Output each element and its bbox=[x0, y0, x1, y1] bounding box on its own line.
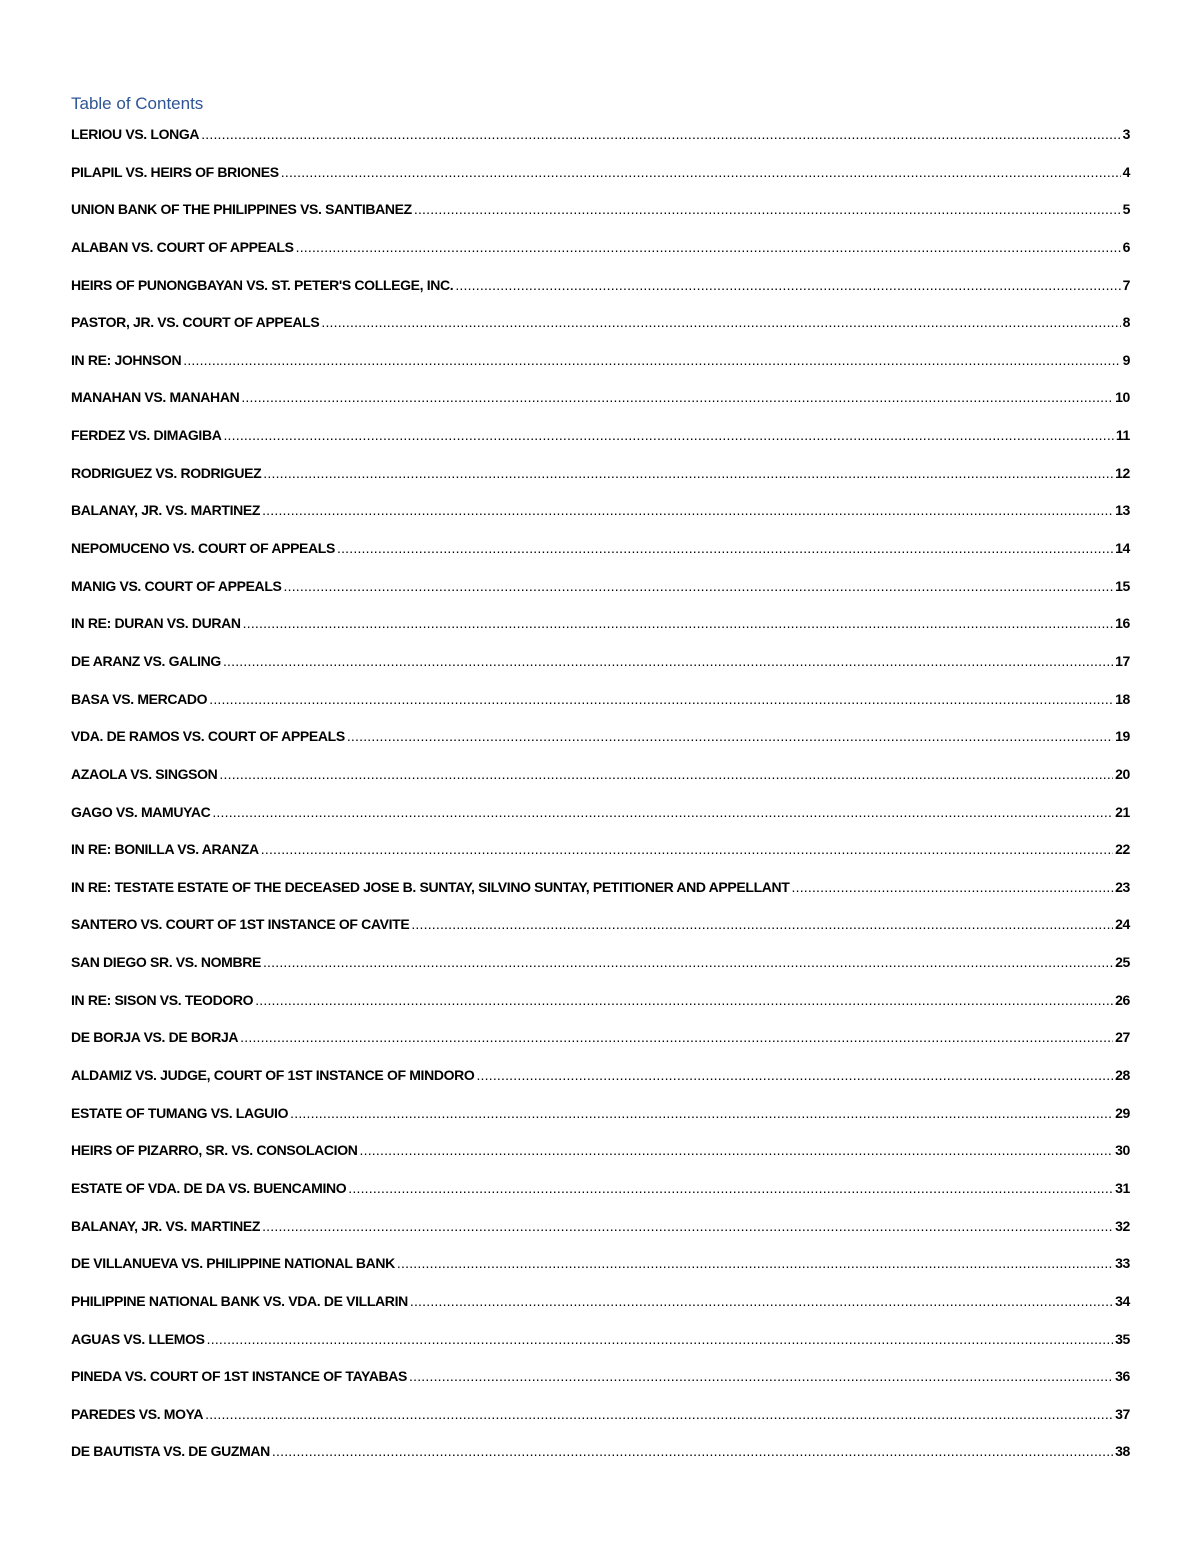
toc-dot-leader bbox=[261, 841, 1113, 857]
toc-dot-leader bbox=[792, 879, 1114, 895]
toc-entry-label: DE ARANZ VS. GALING bbox=[71, 652, 221, 669]
toc-entry-page-number: 18 bbox=[1115, 690, 1130, 707]
toc-entry-page-number: 4 bbox=[1122, 163, 1130, 180]
toc-entry-label: IN RE: DURAN VS. DURAN bbox=[71, 615, 241, 632]
toc-entry[interactable] bbox=[71, 201, 1130, 239]
toc-entry-label: FERDEZ VS. DIMAGIBA bbox=[71, 427, 222, 444]
toc-entry-page-number: 37 bbox=[1115, 1405, 1130, 1422]
toc-dot-leader bbox=[397, 1255, 1113, 1271]
toc-entry[interactable] bbox=[71, 916, 1130, 954]
toc-entry[interactable] bbox=[71, 691, 1130, 729]
toc-entry-page-number: 33 bbox=[1115, 1255, 1130, 1272]
toc-dot-leader bbox=[272, 1443, 1113, 1459]
toc-dot-leader bbox=[360, 1142, 1114, 1158]
toc-entry-page-number: 24 bbox=[1115, 916, 1130, 933]
toc-dot-leader bbox=[219, 766, 1113, 782]
toc-dot-leader bbox=[183, 352, 1120, 368]
toc-entry-page-number: 23 bbox=[1115, 878, 1130, 895]
toc-entry-page-number: 12 bbox=[1115, 464, 1130, 481]
toc-entry[interactable] bbox=[71, 314, 1130, 352]
toc-entry-page-number: 8 bbox=[1122, 314, 1130, 331]
toc-entry-label: MANAHAN VS. MANAHAN bbox=[71, 389, 240, 406]
toc-entry[interactable] bbox=[71, 1443, 1130, 1481]
toc-entry[interactable] bbox=[71, 1029, 1130, 1067]
toc-entry-page-number: 6 bbox=[1122, 238, 1130, 255]
toc-entry-label: AGUAS VS. LLEMOS bbox=[71, 1330, 205, 1347]
toc-dot-leader bbox=[455, 277, 1120, 293]
toc-dot-leader bbox=[207, 1331, 1113, 1347]
toc-entry[interactable] bbox=[71, 1218, 1130, 1256]
toc-entry-label: RODRIGUEZ VS. RODRIGUEZ bbox=[71, 464, 262, 481]
toc-entry-page-number: 7 bbox=[1122, 276, 1130, 293]
toc-entry[interactable] bbox=[71, 615, 1130, 653]
toc-entry-label: PILAPIL VS. HEIRS OF BRIONES bbox=[71, 163, 279, 180]
toc-entry-page-number: 11 bbox=[1115, 427, 1130, 444]
toc-entry-page-number: 36 bbox=[1115, 1368, 1130, 1385]
toc-dot-leader bbox=[410, 1293, 1113, 1309]
toc-entry-page-number: 35 bbox=[1115, 1330, 1130, 1347]
toc-entry[interactable] bbox=[71, 164, 1130, 202]
toc-entry-label: PINEDA VS. COURT OF 1ST INSTANCE OF TAYABAS bbox=[71, 1368, 408, 1385]
toc-dot-leader bbox=[262, 502, 1113, 518]
toc-entry-label: ALDAMIZ VS. JUDGE, COURT OF 1ST INSTANCE OF MINDORO bbox=[71, 1067, 475, 1084]
toc-entry-label: DE VILLANUEVA VS. PHILIPPINE NATIONAL BANK bbox=[71, 1255, 395, 1272]
toc-dot-leader bbox=[409, 1368, 1113, 1384]
toc-entry-label: BALANAY, JR. VS. MARTINEZ bbox=[71, 1217, 261, 1234]
toc-entry-label: PHILIPPINE NATIONAL BANK VS. VDA. DE VILLARIN bbox=[71, 1292, 408, 1309]
toc-entry-label: IN RE: JOHNSON bbox=[71, 351, 182, 368]
toc-entry[interactable] bbox=[71, 1180, 1130, 1218]
toc-entry[interactable] bbox=[71, 804, 1130, 842]
toc-entry[interactable] bbox=[71, 1142, 1130, 1180]
toc-entry-page-number: 30 bbox=[1115, 1142, 1130, 1159]
toc-entry-label: ESTATE OF VDA. DE DA VS. BUENCAMINO bbox=[71, 1179, 347, 1196]
toc-entry[interactable] bbox=[71, 728, 1130, 766]
toc-entry-page-number: 13 bbox=[1115, 502, 1130, 519]
toc-entry-label: DE BAUTISTA VS. DE GUZMAN bbox=[71, 1443, 270, 1460]
toc-entry-label: BASA VS. MERCADO bbox=[71, 690, 208, 707]
toc-entry-label: NEPOMUCENO VS. COURT OF APPEALS bbox=[71, 540, 335, 557]
toc-entry[interactable] bbox=[71, 766, 1130, 804]
toc-entry-label: PAREDES VS. MOYA bbox=[71, 1405, 204, 1422]
toc-entry[interactable] bbox=[71, 465, 1130, 503]
toc-entry-page-number: 19 bbox=[1115, 728, 1130, 745]
toc-entry[interactable] bbox=[71, 578, 1130, 616]
toc-entry-label: GAGO VS. MAMUYAC bbox=[71, 803, 211, 820]
toc-entry-label: UNION BANK OF THE PHILIPPINES VS. SANTIBANEZ bbox=[71, 201, 412, 218]
toc-entry[interactable] bbox=[71, 352, 1130, 390]
toc-dot-leader bbox=[411, 916, 1113, 932]
toc-entry[interactable] bbox=[71, 879, 1130, 917]
toc-entry-page-number: 22 bbox=[1115, 841, 1130, 858]
toc-entry-label: MANIG VS. COURT OF APPEALS bbox=[71, 577, 282, 594]
document-page bbox=[71, 90, 1130, 1481]
toc-entry[interactable] bbox=[71, 540, 1130, 578]
toc-dot-leader bbox=[284, 578, 1114, 594]
toc-entry[interactable] bbox=[71, 389, 1130, 427]
toc-entry[interactable] bbox=[71, 1293, 1130, 1331]
toc-entry-label: IN RE: TESTATE ESTATE OF THE DECEASED JOSE B. SUNTAY, SILVINO SUNTAY, PETITIONER AND APPELLANT bbox=[71, 878, 790, 895]
toc-entry[interactable] bbox=[71, 1406, 1130, 1444]
toc-entry[interactable] bbox=[71, 992, 1130, 1030]
toc-entry[interactable] bbox=[71, 502, 1130, 540]
toc-dot-leader bbox=[241, 389, 1113, 405]
toc-entry-page-number: 9 bbox=[1122, 351, 1130, 368]
toc-dot-leader bbox=[212, 804, 1113, 820]
toc-entry-page-number: 27 bbox=[1115, 1029, 1130, 1046]
toc-dot-leader bbox=[296, 239, 1121, 255]
toc-entry-page-number: 25 bbox=[1115, 954, 1130, 971]
toc-entry-page-number: 38 bbox=[1115, 1443, 1130, 1460]
toc-entry-page-number: 5 bbox=[1122, 201, 1130, 218]
toc-entry-page-number: 21 bbox=[1115, 803, 1130, 820]
toc-entry-label: BALANAY, JR. VS. MARTINEZ bbox=[71, 502, 261, 519]
toc-entry-label: DE BORJA VS. DE BORJA bbox=[71, 1029, 239, 1046]
toc-entry-label: HEIRS OF PUNONGBAYAN VS. ST. PETER'S COLLEGE, INC. bbox=[71, 276, 454, 293]
toc-entry-label: SAN DIEGO SR. VS. NOMBRE bbox=[71, 954, 261, 971]
toc-entry-label: HEIRS OF PIZARRO, SR. VS. CONSOLACION bbox=[71, 1142, 358, 1159]
toc-entry[interactable] bbox=[71, 1368, 1130, 1406]
toc-dot-leader bbox=[205, 1406, 1113, 1422]
toc-entry-label: ESTATE OF TUMANG VS. LAGUIO bbox=[71, 1104, 289, 1121]
toc-entry-page-number: 29 bbox=[1115, 1104, 1130, 1121]
toc-entry-label: SANTERO VS. COURT OF 1ST INSTANCE OF CAVITE bbox=[71, 916, 410, 933]
toc-entry-page-number: 17 bbox=[1115, 652, 1130, 669]
toc-dot-leader bbox=[290, 1105, 1113, 1121]
toc-entry-label: AZAOLA VS. SINGSON bbox=[71, 765, 218, 782]
toc-dot-leader bbox=[223, 427, 1113, 443]
toc-dot-leader bbox=[263, 465, 1113, 481]
toc-entry-label: PASTOR, JR. VS. COURT OF APPEALS bbox=[71, 314, 320, 331]
toc-dot-leader bbox=[263, 954, 1113, 970]
toc-dot-leader bbox=[337, 540, 1113, 556]
toc-entry-page-number: 16 bbox=[1115, 615, 1130, 632]
toc-entry[interactable] bbox=[71, 126, 1130, 164]
toc-dot-leader bbox=[243, 615, 1113, 631]
toc-dot-leader bbox=[281, 164, 1121, 180]
toc-entry[interactable] bbox=[71, 239, 1130, 277]
toc-entry[interactable] bbox=[71, 841, 1130, 879]
toc-dot-leader bbox=[348, 1180, 1113, 1196]
toc-dot-leader bbox=[414, 201, 1121, 217]
toc-title: Table of Contents bbox=[71, 94, 204, 113]
toc-dot-leader bbox=[240, 1029, 1113, 1045]
toc-entry[interactable] bbox=[71, 653, 1130, 691]
toc-entry[interactable] bbox=[71, 1331, 1130, 1369]
toc-entry-page-number: 32 bbox=[1115, 1217, 1130, 1234]
toc-dot-leader bbox=[347, 728, 1113, 744]
toc-entry-label: ALABAN VS. COURT OF APPEALS bbox=[71, 238, 294, 255]
toc-dot-leader bbox=[209, 691, 1113, 707]
toc-entry-label: IN RE: BONILLA VS. ARANZA bbox=[71, 841, 259, 858]
toc-entry-page-number: 20 bbox=[1115, 765, 1130, 782]
toc-dot-leader bbox=[201, 126, 1120, 142]
toc-dot-leader bbox=[255, 992, 1113, 1008]
toc-entry[interactable] bbox=[71, 1105, 1130, 1143]
toc-entry-label: VDA. DE RAMOS VS. COURT OF APPEALS bbox=[71, 728, 345, 745]
toc-list bbox=[71, 126, 1130, 1481]
toc-entry-page-number: 28 bbox=[1115, 1067, 1130, 1084]
toc-entry-page-number: 34 bbox=[1115, 1292, 1130, 1309]
toc-entry[interactable] bbox=[71, 1067, 1130, 1105]
toc-dot-leader bbox=[262, 1218, 1113, 1234]
toc-entry-page-number: 3 bbox=[1122, 126, 1130, 142]
toc-entry[interactable] bbox=[71, 1255, 1130, 1293]
toc-dot-leader bbox=[476, 1067, 1113, 1083]
toc-dot-leader bbox=[321, 314, 1120, 330]
toc-entry-page-number: 31 bbox=[1115, 1179, 1130, 1196]
toc-entry[interactable] bbox=[71, 427, 1130, 465]
toc-entry-label: IN RE: SISON VS. TEODORO bbox=[71, 991, 254, 1008]
toc-entry-page-number: 15 bbox=[1115, 577, 1130, 594]
toc-entry-page-number: 10 bbox=[1115, 389, 1130, 406]
toc-dot-leader bbox=[223, 653, 1113, 669]
toc-entry[interactable] bbox=[71, 954, 1130, 992]
toc-entry-label: LERIOU VS. LONGA bbox=[71, 126, 200, 142]
toc-entry-page-number: 14 bbox=[1115, 540, 1130, 557]
toc-entry[interactable] bbox=[71, 277, 1130, 315]
toc-entry-page-number: 26 bbox=[1115, 991, 1130, 1008]
